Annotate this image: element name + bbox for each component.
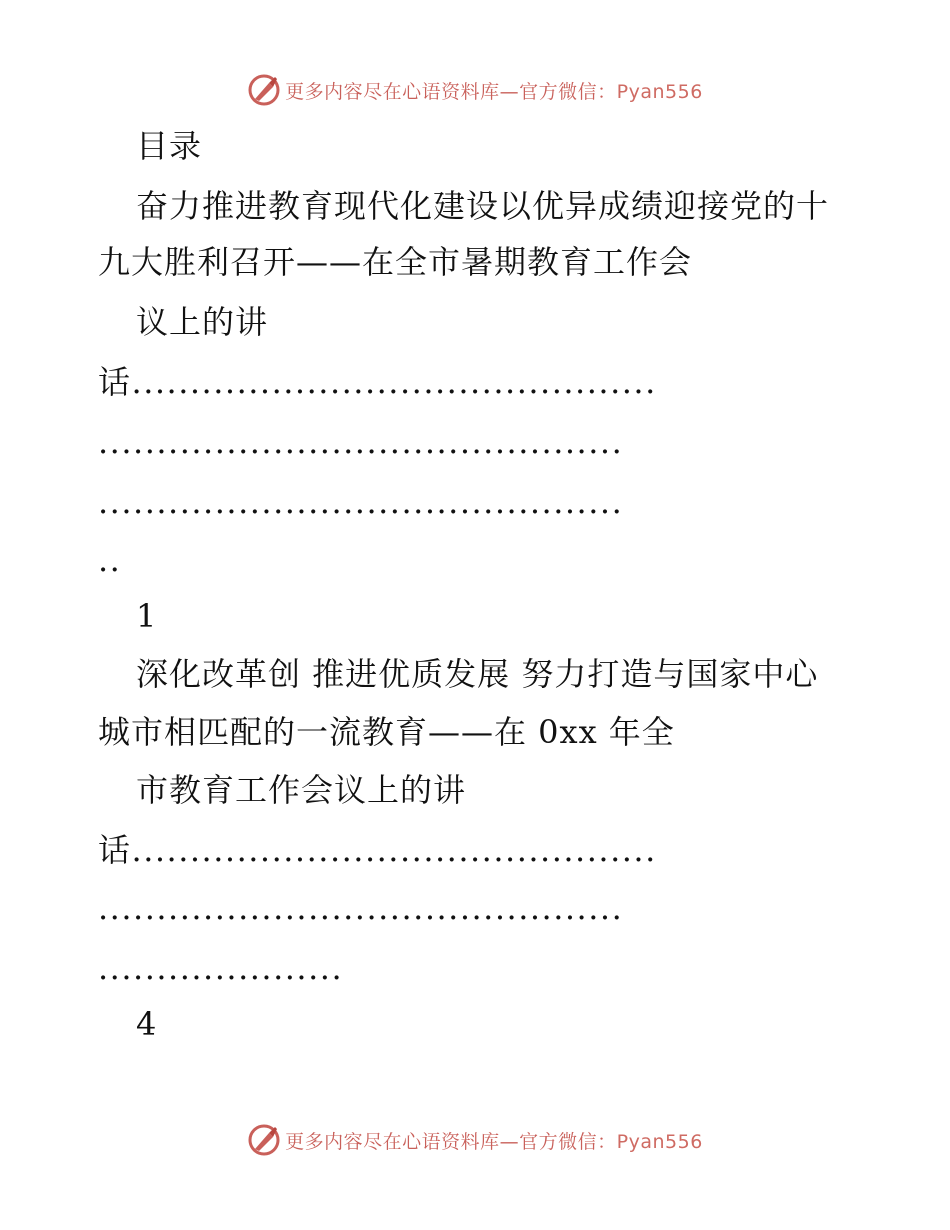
toc-entry-1-leader-1: 话.............................................: [98, 363, 657, 401]
quill-pen-logo-icon: [247, 1123, 281, 1157]
toc-entry-1-title-line-1: 奋力推进教育现代化建设以优异成绩迎接党的十: [136, 187, 830, 225]
watermark-text: 更多内容尽在心语资料库—官方微信：Pyan556: [285, 1130, 703, 1153]
toc-entry-1-title-line-3: 议上的讲: [136, 303, 269, 341]
watermark-handle: Pyan556: [616, 80, 703, 103]
toc-entry-2-title-line-1: 深化改革创 推进优质发展 努力打造与国家中心: [136, 655, 819, 693]
watermark-text: 更多内容尽在心语资料库—官方微信：Pyan556: [285, 80, 703, 103]
toc-entry-1-leader-4: ..: [98, 541, 122, 579]
watermark-handle: Pyan556: [616, 1130, 703, 1153]
toc-heading: 目录: [136, 127, 203, 165]
toc-entry-2-title-line-3: 市教育工作会议上的讲: [136, 771, 467, 809]
toc-entry-1-leader-2: .............................................: [98, 423, 624, 461]
toc-entry-2-title-line-2: 城市相匹配的一流教育——在 0xx 年全: [98, 713, 675, 751]
toc-entry-2-leader-2: .............................................: [98, 889, 624, 927]
toc-entry-2-page-number: 4: [136, 1005, 158, 1043]
header-watermark: [0, 70, 950, 110]
footer-watermark: [0, 1120, 950, 1160]
quill-pen-logo-icon: [247, 73, 281, 107]
toc-entry-2-leader-1: 话.............................................: [98, 831, 657, 869]
toc-entry-1-page-number: 1: [136, 597, 158, 635]
toc-entry-1-leader-3: .............................................: [98, 483, 624, 521]
toc-entry-1-title-line-2: 九大胜利召开——在全市暑期教育工作会: [98, 243, 693, 281]
toc-entry-2-leader-3: .....................: [98, 949, 344, 987]
